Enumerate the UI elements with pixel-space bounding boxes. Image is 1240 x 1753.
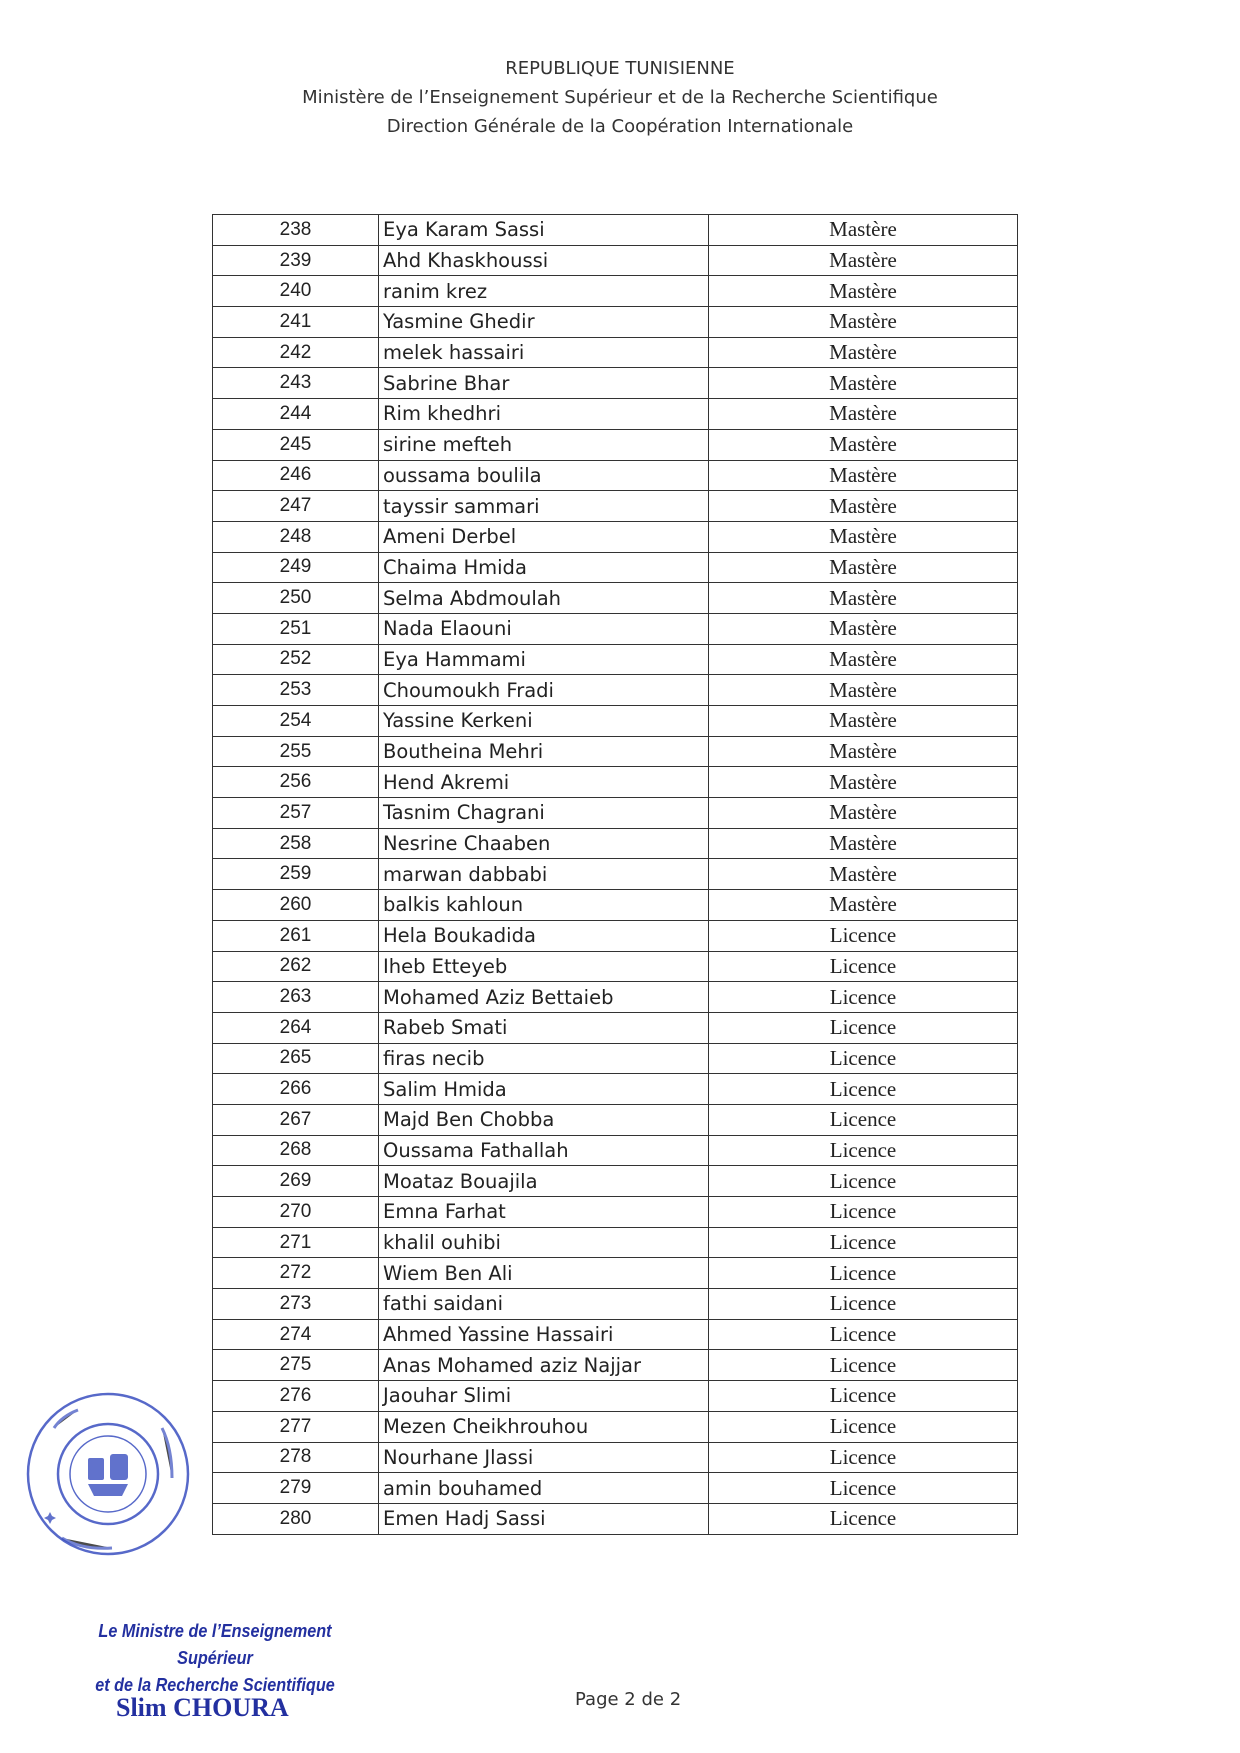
signatory-title — [60, 1618, 370, 1699]
row-number: 250 — [213, 583, 379, 614]
table-row — [213, 828, 1018, 859]
row-number: 276 — [213, 1381, 379, 1412]
row-number: 279 — [213, 1473, 379, 1504]
row-degree: Mastère — [709, 337, 1018, 368]
row-number: 256 — [213, 767, 379, 798]
table-row — [213, 951, 1018, 982]
row-name: Jaouhar Slimi — [379, 1381, 709, 1412]
page-number: Page 2 de 2 — [575, 1689, 682, 1710]
row-name: oussama boulila — [379, 460, 709, 491]
row-number: 261 — [213, 920, 379, 951]
row-number: 257 — [213, 798, 379, 829]
row-number: 238 — [213, 215, 379, 246]
table-row — [213, 736, 1018, 767]
row-name: Rim khedhri — [379, 399, 709, 430]
row-degree: Mastère — [709, 644, 1018, 675]
signatory-title-line1: Le Ministre de l’Enseignement Supérieur — [98, 1621, 332, 1668]
row-number: 243 — [213, 368, 379, 399]
row-number: 263 — [213, 982, 379, 1013]
table-row — [213, 675, 1018, 706]
document-header — [0, 54, 1240, 141]
row-name: Majd Ben Chobba — [379, 1104, 709, 1135]
table-row — [213, 644, 1018, 675]
row-degree: Licence — [709, 1442, 1018, 1473]
table-row — [213, 521, 1018, 552]
row-number: 245 — [213, 429, 379, 460]
header-country: REPUBLIQUE TUNISIENNE — [505, 58, 735, 79]
row-name: Choumoukh Fradi — [379, 675, 709, 706]
row-name: Oussama Fathallah — [379, 1135, 709, 1166]
row-name: Emen Hadj Sassi — [379, 1503, 709, 1534]
row-number: 253 — [213, 675, 379, 706]
row-name: Salim Hmida — [379, 1074, 709, 1105]
table-row — [213, 1104, 1018, 1135]
row-degree: Mastère — [709, 675, 1018, 706]
table-row — [213, 982, 1018, 1013]
row-name: Emna Farhat — [379, 1197, 709, 1228]
row-degree: Mastère — [709, 890, 1018, 921]
row-name: ranim krez — [379, 276, 709, 307]
table-row — [213, 1135, 1018, 1166]
table-row — [213, 890, 1018, 921]
row-name: Sabrine Bhar — [379, 368, 709, 399]
row-number: 264 — [213, 1012, 379, 1043]
header-ministry: Ministère de l’Enseignement Supérieur et de la Recherche Scientifique — [302, 87, 938, 108]
row-name: Chaima Hmida — [379, 552, 709, 583]
row-degree: Licence — [709, 1104, 1018, 1135]
row-name: Selma Abdmoulah — [379, 583, 709, 614]
table-row — [213, 399, 1018, 430]
table-row — [213, 1074, 1018, 1105]
row-name: Nada Elaouni — [379, 613, 709, 644]
table-row — [213, 1350, 1018, 1381]
table-row — [213, 920, 1018, 951]
row-degree: Licence — [709, 982, 1018, 1013]
row-name: Nourhane Jlassi — [379, 1442, 709, 1473]
row-number: 260 — [213, 890, 379, 921]
row-name: Wiem Ben Ali — [379, 1258, 709, 1289]
row-name: sirine mefteh — [379, 429, 709, 460]
row-name: Anas Mohamed aziz Najjar — [379, 1350, 709, 1381]
row-name: Ahmed Yassine Hassairi — [379, 1319, 709, 1350]
row-name: Boutheina Mehri — [379, 736, 709, 767]
table-row — [213, 1411, 1018, 1442]
row-number: 241 — [213, 307, 379, 338]
row-degree: Mastère — [709, 491, 1018, 522]
row-degree: Mastère — [709, 552, 1018, 583]
row-name: balkis kahloun — [379, 890, 709, 921]
row-degree: Mastère — [709, 828, 1018, 859]
row-name: Hela Boukadida — [379, 920, 709, 951]
row-number: 254 — [213, 706, 379, 737]
row-degree: Mastère — [709, 767, 1018, 798]
row-degree: Licence — [709, 1411, 1018, 1442]
row-degree: Licence — [709, 1258, 1018, 1289]
row-degree: Licence — [709, 1166, 1018, 1197]
row-number: 259 — [213, 859, 379, 890]
row-number: 280 — [213, 1503, 379, 1534]
row-degree: Mastère — [709, 460, 1018, 491]
row-degree: Mastère — [709, 613, 1018, 644]
row-name: Ameni Derbel — [379, 521, 709, 552]
signatory-name: Slim CHOURA — [116, 1693, 289, 1722]
row-number: 255 — [213, 736, 379, 767]
table-row — [213, 1473, 1018, 1504]
row-degree: Mastère — [709, 215, 1018, 246]
row-degree: Licence — [709, 1350, 1018, 1381]
row-number: 273 — [213, 1289, 379, 1320]
row-degree: Licence — [709, 1473, 1018, 1504]
row-name: amin bouhamed — [379, 1473, 709, 1504]
row-number: 258 — [213, 828, 379, 859]
row-degree: Licence — [709, 920, 1018, 951]
row-degree: Licence — [709, 1135, 1018, 1166]
table-row — [213, 1166, 1018, 1197]
row-number: 248 — [213, 521, 379, 552]
row-number: 252 — [213, 644, 379, 675]
table-row — [213, 859, 1018, 890]
table-row — [213, 215, 1018, 246]
signatory-title-line2: et de la Recherche Scientifique — [95, 1675, 335, 1695]
row-name: Mezen Cheikhrouhou — [379, 1411, 709, 1442]
row-degree: Licence — [709, 1043, 1018, 1074]
row-name: Eya Karam Sassi — [379, 215, 709, 246]
row-number: 240 — [213, 276, 379, 307]
row-name: Mohamed Aziz Bettaieb — [379, 982, 709, 1013]
table-row — [213, 552, 1018, 583]
row-degree: Mastère — [709, 859, 1018, 890]
row-number: 277 — [213, 1411, 379, 1442]
table-row — [213, 276, 1018, 307]
row-name: Moataz Bouajila — [379, 1166, 709, 1197]
table-row — [213, 337, 1018, 368]
row-degree: Licence — [709, 1319, 1018, 1350]
row-name: Tasnim Chagrani — [379, 798, 709, 829]
row-name: Hend Akremi — [379, 767, 709, 798]
row-number: 244 — [213, 399, 379, 430]
row-degree: Mastère — [709, 521, 1018, 552]
table-row — [213, 491, 1018, 522]
table-row — [213, 245, 1018, 276]
row-name: Eya Hammami — [379, 644, 709, 675]
table-row — [213, 429, 1018, 460]
row-number: 242 — [213, 337, 379, 368]
row-name: tayssir sammari — [379, 491, 709, 522]
row-name: fathi saidani — [379, 1289, 709, 1320]
ministry-stamp-icon — [22, 1388, 194, 1560]
row-name: Yasmine Ghedir — [379, 307, 709, 338]
row-name: Nesrine Chaaben — [379, 828, 709, 859]
row-degree: Mastère — [709, 307, 1018, 338]
table-row — [213, 1012, 1018, 1043]
table-row — [213, 1043, 1018, 1074]
row-name: Iheb Etteyeb — [379, 951, 709, 982]
row-degree: Licence — [709, 1227, 1018, 1258]
row-degree: Mastère — [709, 798, 1018, 829]
row-degree: Mastère — [709, 368, 1018, 399]
candidates-table-body — [213, 215, 1018, 1535]
row-degree: Mastère — [709, 276, 1018, 307]
table-row — [213, 1289, 1018, 1320]
row-degree: Licence — [709, 951, 1018, 982]
row-degree: Licence — [709, 1197, 1018, 1228]
row-degree: Mastère — [709, 245, 1018, 276]
row-degree: Licence — [709, 1074, 1018, 1105]
table-row — [213, 1227, 1018, 1258]
row-number: 262 — [213, 951, 379, 982]
table-row — [213, 1503, 1018, 1534]
row-degree: Mastère — [709, 583, 1018, 614]
row-number: 267 — [213, 1104, 379, 1135]
row-number: 249 — [213, 552, 379, 583]
row-name: khalil ouhibi — [379, 1227, 709, 1258]
row-number: 266 — [213, 1074, 379, 1105]
row-name: Ahd Khaskhoussi — [379, 245, 709, 276]
row-name: melek hassairi — [379, 337, 709, 368]
table-row — [213, 1442, 1018, 1473]
header-directorate: Direction Générale de la Coopération Internationale — [386, 116, 854, 137]
table-row — [213, 307, 1018, 338]
row-number: 271 — [213, 1227, 379, 1258]
table-row — [213, 798, 1018, 829]
table-row — [213, 460, 1018, 491]
table-row — [213, 767, 1018, 798]
row-degree: Mastère — [709, 706, 1018, 737]
row-name: Yassine Kerkeni — [379, 706, 709, 737]
table-row — [213, 368, 1018, 399]
row-number: 251 — [213, 613, 379, 644]
row-number: 269 — [213, 1166, 379, 1197]
row-number: 272 — [213, 1258, 379, 1289]
row-number: 265 — [213, 1043, 379, 1074]
table-row — [213, 1381, 1018, 1412]
candidates-table — [212, 214, 1018, 1535]
row-number: 278 — [213, 1442, 379, 1473]
row-name: Rabeb Smati — [379, 1012, 709, 1043]
row-number: 239 — [213, 245, 379, 276]
table-row — [213, 1197, 1018, 1228]
table-row — [213, 583, 1018, 614]
row-number: 246 — [213, 460, 379, 491]
row-degree: Licence — [709, 1381, 1018, 1412]
row-degree: Licence — [709, 1012, 1018, 1043]
row-degree: Mastère — [709, 736, 1018, 767]
row-number: 274 — [213, 1319, 379, 1350]
table-row — [213, 613, 1018, 644]
row-degree: Mastère — [709, 399, 1018, 430]
row-degree: Mastère — [709, 429, 1018, 460]
row-degree: Licence — [709, 1503, 1018, 1534]
row-number: 270 — [213, 1197, 379, 1228]
row-number: 247 — [213, 491, 379, 522]
row-degree: Licence — [709, 1289, 1018, 1320]
row-number: 268 — [213, 1135, 379, 1166]
row-name: marwan dabbabi — [379, 859, 709, 890]
row-name: firas necib — [379, 1043, 709, 1074]
row-number: 275 — [213, 1350, 379, 1381]
table-row — [213, 1258, 1018, 1289]
table-row — [213, 706, 1018, 737]
table-row — [213, 1319, 1018, 1350]
